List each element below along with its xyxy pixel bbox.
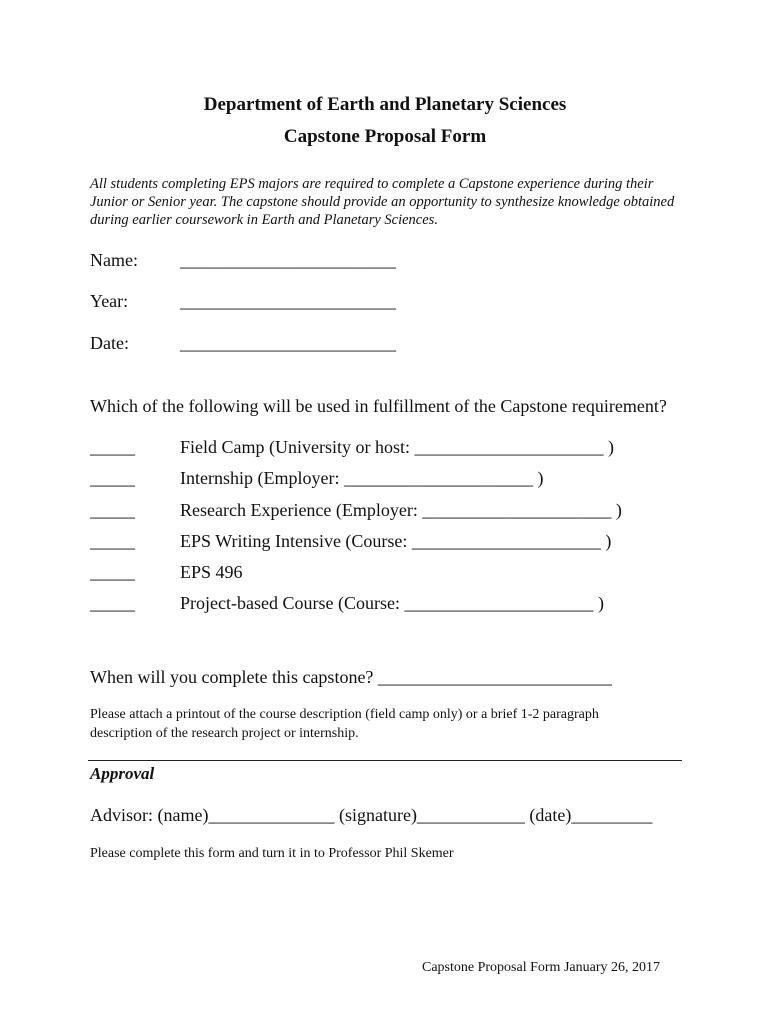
- form-title: Capstone Proposal Form: [283, 126, 487, 147]
- completion-question[interactable]: When will you complete this capstone? __________________________: [90, 667, 612, 687]
- year-label: Year:: [90, 291, 129, 311]
- footer-note: Capstone Proposal Form January 26, 2017: [422, 960, 660, 975]
- submit-note: Please complete this form and turn it in to Professor Phil Skemer: [90, 846, 454, 861]
- option-check-research[interactable]: _____: [90, 500, 135, 520]
- date-field[interactable]: ________________________: [180, 333, 396, 353]
- option-check-writing[interactable]: _____: [90, 531, 135, 551]
- option-internship: Internship (Employer: _____________________ ): [180, 468, 544, 488]
- department-title: Department of Earth and Planetary Sciences: [203, 94, 567, 115]
- date-label: Date:: [90, 333, 129, 353]
- option-eps496: EPS 496: [180, 562, 243, 582]
- option-check-internship[interactable]: _____: [90, 468, 135, 488]
- name-field[interactable]: ________________________: [180, 250, 396, 270]
- fulfillment-question: Which of the following will be used in fulfillment of the Capstone requirement?: [90, 396, 667, 416]
- name-label: Name:: [90, 250, 138, 270]
- attach-note-line-1: Please attach a printout of the course description (field camp only) or a brief 1-2 paragraph: [90, 707, 599, 722]
- option-project: Project-based Course (Course: _____________________ ): [180, 593, 604, 613]
- option-writing: EPS Writing Intensive (Course: _____________________ ): [180, 531, 612, 551]
- option-check-project[interactable]: _____: [90, 593, 135, 613]
- year-field[interactable]: ________________________: [180, 291, 396, 311]
- option-check-field-camp[interactable]: _____: [90, 437, 135, 457]
- approval-heading: Approval: [90, 764, 155, 783]
- approval-divider: [88, 760, 682, 761]
- option-check-eps496[interactable]: _____: [90, 562, 135, 582]
- advisor-line[interactable]: Advisor: (name)______________ (signature)____________ (date)_________: [90, 805, 653, 825]
- option-field-camp: Field Camp (University or host: _____________________ ): [180, 437, 614, 457]
- intro-paragraph: All students completing EPS majors are required to complete a Capstone experience during their Junior or Senior year. The capstone should provide an opportunity to synthesize knowledge obtained during earlier coursework in Earth and Planetary Sciences.: [90, 176, 675, 228]
- attach-note-line-2: description of the research project or internship.: [90, 726, 359, 741]
- option-research: Research Experience (Employer: _____________________ ): [180, 500, 622, 520]
